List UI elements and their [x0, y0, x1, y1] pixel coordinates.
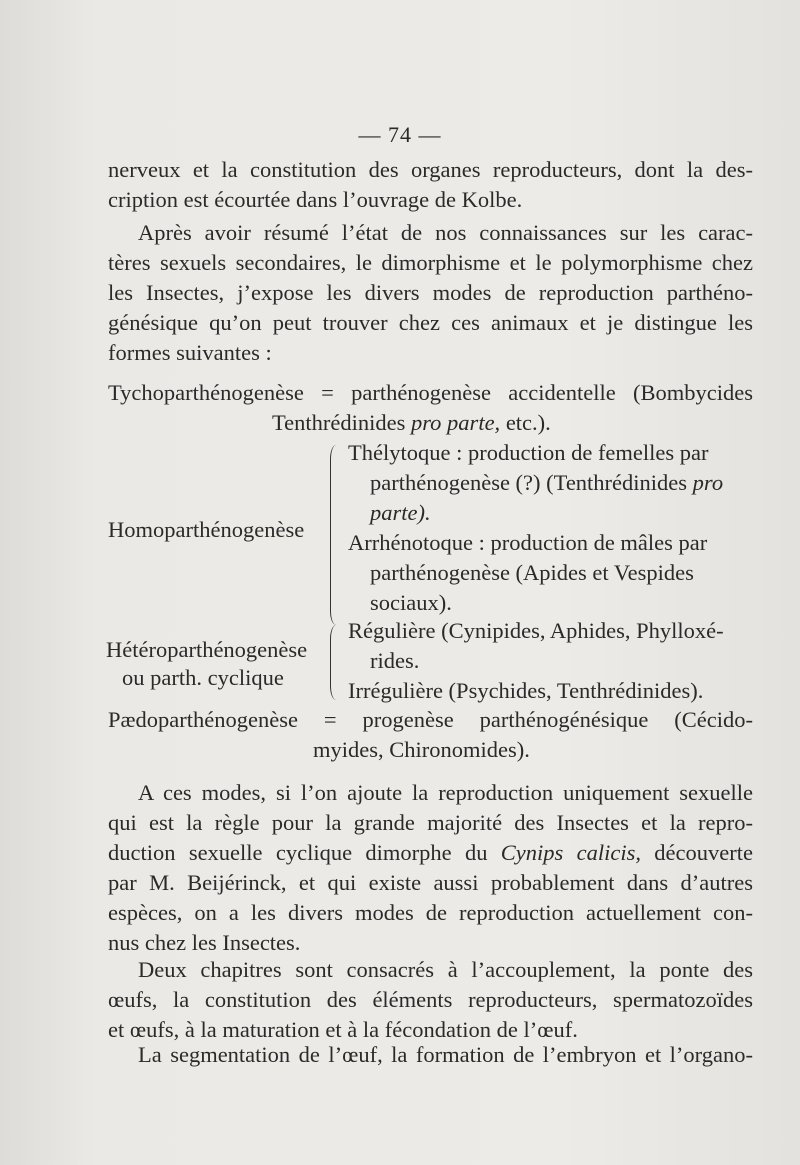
- text-line: nerveux et la constitution des organes reproducteurs, dont la des-: [108, 157, 753, 182]
- paedo-line-1: Pædoparthénogenèse = progenèse parthénogénésique (Cécido-: [108, 707, 753, 732]
- tycho-line-1: Tychoparthénogenèse = parthénogenèse accidentelle (Bombycides: [108, 380, 753, 405]
- paedo-line-2: myides, Chironomides).: [313, 737, 530, 762]
- tycho-line-2: Tenthrédinides pro parte, etc.).: [272, 410, 551, 435]
- homo-item: parthénogenèse (Apides et Vespides: [370, 560, 694, 585]
- homo-brace: [330, 445, 337, 625]
- text-line: tères sexuels secondaires, le dimorphisme et le polymorphisme chez: [108, 250, 753, 275]
- text-line: espèces, on a les divers modes de reproduction actuellement con-: [108, 900, 753, 925]
- homo-label: Homoparthénogenèse: [108, 517, 305, 542]
- homo-item: sociaux).: [370, 590, 452, 615]
- tycho-entry: [108, 378, 753, 408]
- text-line: œufs, la constitution des éléments reproducteurs, spermatozoïdes: [108, 987, 753, 1012]
- text-line: par M. Beijérinck, et qui existe aussi probablement dans d’autres: [108, 870, 753, 895]
- text-line: génésique qu’on peut trouver chez ces animaux et je distingue les: [108, 310, 753, 335]
- text-line: A ces modes, si l’on ajoute la reproduction uniquement sexuelle: [138, 780, 753, 805]
- hetero-label-2: ou parth. cyclique: [122, 665, 284, 690]
- text-line: Deux chapitres sont consacrés à l’accouplement, la ponte des: [138, 957, 753, 982]
- text-line: qui est la règle pour la grande majorité des Insectes et la repro-: [108, 810, 753, 835]
- hetero-item: rides.: [370, 648, 420, 673]
- hetero-item: Irrégulière (Psychides, Tenthrédinides).: [348, 678, 704, 703]
- hetero-item: Régulière (Cynipides, Aphides, Phylloxé-: [348, 618, 724, 643]
- hetero-label-1: Hétéroparthénogenèse: [106, 637, 308, 662]
- paedo-entry: [108, 705, 753, 735]
- text-line: La segmentation de l’œuf, la formation de l’embryon et l’organo-: [138, 1042, 753, 1067]
- text-line: nus chez les Insectes.: [108, 930, 301, 955]
- paragraph-3: [108, 778, 753, 958]
- homo-item: parthénogenèse (?) (Tenthrédinides pro: [370, 470, 724, 495]
- paragraph-2: [108, 218, 753, 368]
- text-line: formes suivantes :: [108, 340, 272, 365]
- text-line: cription est écourtée dans l’ouvrage de Kolbe.: [108, 187, 523, 212]
- paragraph-1: [108, 155, 753, 215]
- text-line: et œufs, à la maturation et à la fécondation de l’œuf.: [108, 1017, 578, 1042]
- hetero-brace: [330, 625, 337, 700]
- text-line: Après avoir résumé l’état de nos connaissances sur les carac-: [138, 220, 753, 245]
- paragraph-4: [108, 955, 753, 1045]
- homo-item: Arrhénotoque : production de mâles par: [348, 530, 708, 555]
- text-line: duction sexuelle cyclique dimorphe du Cynips calicis, découverte: [108, 840, 753, 865]
- paragraph-5: [108, 1040, 753, 1070]
- page-number: — 74 —: [358, 122, 442, 147]
- homo-item: parte).: [370, 500, 431, 525]
- text-line: les Insectes, j’expose les divers modes de reproduction parthéno-: [108, 280, 753, 305]
- homo-item: Thélytoque : production de femelles par: [348, 440, 709, 465]
